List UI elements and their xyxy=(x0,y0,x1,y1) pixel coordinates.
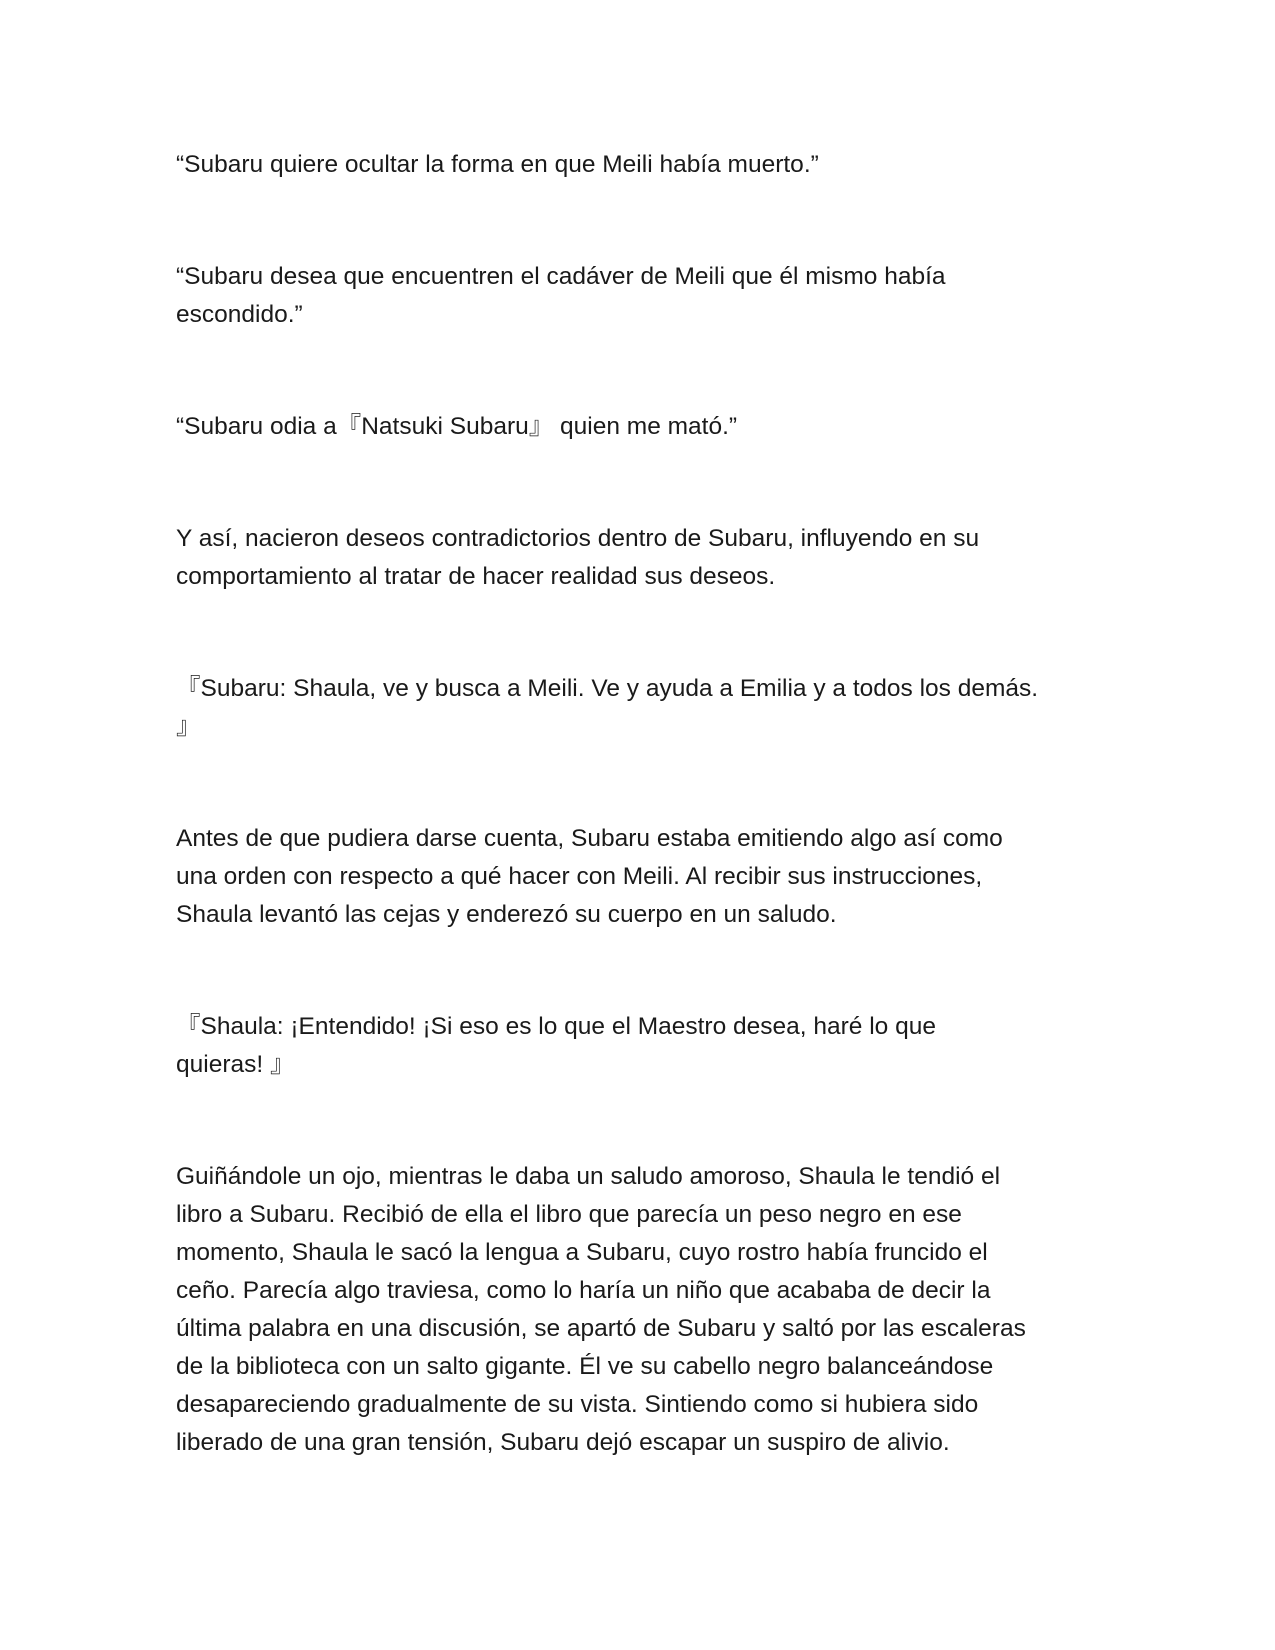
paragraph-3: “Subaru odia a『Natsuki Subaru』 quien me mató.” xyxy=(176,413,738,440)
paragraph-5: 『Subaru: Shaula, ve y busca a Meili. Ve y ayuda a Emilia y a todos los demás. 』 xyxy=(176,675,1039,740)
document-body xyxy=(176,146,1096,1462)
paragraph-8: Guiñándole un ojo, mientras le daba un saludo amoroso, Shaula le tendió el libro a Subaru. Recibió de ella el libro que parecía un peso negro en ese momento, Shaula le sacó la lengua a Subaru, cuyo rostro había fruncido el ceño. Parecía algo traviesa, como lo haría un niño que acababa de decir la última palabra en una discusión, se apartó de Subaru y saltó por las escaleras de la biblioteca con un salto gigante. Él ve su cabello negro balanceándose desapareciendo gradualmente de su vista. Sintiendo como si hubiera sido liberado de una gran tensión, Subaru dejó escapar un suspiro de alivio. xyxy=(176,1163,1026,1456)
paragraph-7: 『Shaula: ¡Entendido! ¡Si eso es lo que el Maestro desea, haré lo que quieras! 』 xyxy=(176,1013,936,1078)
paragraph-4: Y así, nacieron deseos contradictorios dentro de Subaru, influyendo en su comportamiento al tratar de hacer realidad sus deseos. xyxy=(176,525,980,590)
paragraph-6: Antes de que pudiera darse cuenta, Subaru estaba emitiendo algo así como una orden con respecto a qué hacer con Meili. Al recibir sus instrucciones, Shaula levantó las cejas y enderezó su cuerpo en un saludo. xyxy=(176,825,1003,928)
paragraph-2: “Subaru desea que encuentren el cadáver de Meili que él mismo había escondido.” xyxy=(176,263,946,328)
paragraph-1: “Subaru quiere ocultar la forma en que Meili había muerto.” xyxy=(176,151,819,178)
